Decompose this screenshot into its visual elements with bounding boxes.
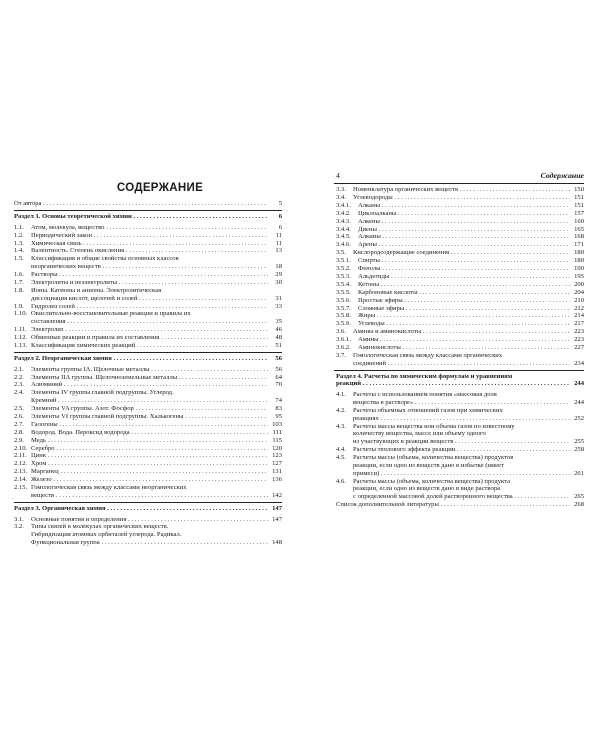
entry-title-line: Раздел 4. Расчеты по химическим формулам и уравнениям: [336, 372, 513, 380]
entry-number: 2.13.: [14, 468, 28, 476]
entry-title-line: Простые эфиры . . .: [358, 297, 570, 305]
entry-page-number: 136: [272, 476, 282, 484]
entry-page-number: 227: [574, 344, 584, 351]
entry-title-line: Гомологическая связь между классами неорганических: [31, 484, 187, 491]
toc-entry: [336, 202, 584, 210]
entry-title-line: Фенолы . . .: [358, 265, 570, 273]
entry-page-number: 115: [272, 436, 282, 444]
entry-title-line: Кетоны . . .: [358, 281, 570, 289]
entry-page-number: 180: [574, 249, 584, 257]
entry-page-number: 210: [574, 296, 584, 304]
entry-page-number: 148: [272, 538, 282, 546]
entry-number: 3.5.: [336, 249, 346, 257]
header-page-number: 4: [336, 171, 340, 180]
toc-entry: [14, 271, 282, 279]
toc-entry: [14, 460, 282, 468]
entry-page-number: 223: [574, 336, 584, 344]
toc-entry: [14, 523, 282, 546]
entry-title-line: Расчеты массы вещества или объема газов по известному: [353, 422, 515, 430]
toc-entry: [14, 421, 282, 429]
entry-number: 4.4.: [336, 446, 346, 454]
entry-page-number: 35: [275, 318, 282, 326]
toc-entry: [14, 232, 282, 240]
entry-title-line: Атом, молекула, вещество . . .: [31, 224, 268, 232]
entry-page-number: 6: [278, 212, 282, 220]
entry-page-number: 147: [272, 504, 282, 512]
entry-page-number: 56: [275, 354, 282, 362]
entry-title-line: реакциях . . .: [353, 415, 570, 423]
entry-page-number: 13: [275, 247, 282, 255]
entry-title-line: Расчеты с использованием понятия «массовая доля: [353, 391, 497, 399]
toc-entry: [14, 326, 282, 334]
header-title: Содержание: [540, 171, 584, 180]
toc-entry: [336, 210, 584, 218]
entry-page-number: 160: [574, 217, 584, 225]
entry-page-number: 214: [574, 312, 584, 320]
entry-title-line: количеству вещества, массе или объему одного: [353, 430, 486, 438]
entry-number: 2.9.: [14, 436, 24, 444]
entry-number: 1.3.: [14, 239, 24, 247]
entry-page-number: 123: [272, 452, 282, 460]
toc-section-heading: [336, 373, 584, 389]
entry-page-number: 51: [275, 341, 282, 349]
entry-title-line: Расчеты теплового эффекта реакции . . .: [353, 446, 570, 454]
entry-number: 3.5.4.: [336, 280, 351, 288]
toc-entry: [14, 240, 282, 248]
toc-section-heading: [14, 213, 282, 221]
entry-title-line: Номенклатура органических веществ . . .: [353, 186, 570, 194]
entry-number: 3.6.1.: [336, 336, 351, 344]
entry-title-line: Раздел 2. Неорганическая химия . . .: [14, 355, 268, 363]
entry-page-number: 200: [574, 280, 584, 288]
entry-page-number: 190: [574, 265, 584, 272]
entry-number: 1.9.: [14, 302, 24, 310]
entry-page-number: 74: [275, 397, 282, 405]
toc-entry: [14, 334, 282, 342]
entry-number: 1.11.: [14, 326, 27, 334]
entry-title-line: Электролиты и неэлектролиты . . .: [31, 279, 268, 287]
entry-page-number: 168: [574, 233, 584, 241]
section-rule: [14, 352, 282, 353]
section-rule: [14, 502, 282, 503]
entry-number: 3.4.3.: [336, 217, 351, 225]
entry-page-number: 171: [574, 241, 584, 249]
entry-page-number: 265: [574, 493, 584, 501]
entry-number: 2.2.: [14, 373, 24, 381]
entry-page-number: 18: [275, 263, 282, 271]
entry-title-line: Амины и аминокислоты . . .: [353, 328, 570, 336]
toc-entry: [336, 446, 584, 454]
entry-title-line: Углеводороды . . .: [353, 194, 570, 202]
entry-number: 1.6.: [14, 271, 24, 278]
entry-page-number: 127: [272, 460, 282, 468]
entry-page-number: 165: [574, 225, 584, 233]
entry-page-number: 33: [275, 302, 282, 310]
toc-entry: [14, 303, 282, 311]
toc-entry: [336, 305, 584, 313]
entry-number: 2.7.: [14, 420, 24, 428]
entry-title-line: От автора . . .: [14, 200, 268, 208]
toc-section-heading: [14, 355, 282, 363]
entry-title-line: Валентность. Степень окисления . . .: [31, 247, 268, 255]
toc-entry: [14, 247, 282, 255]
entry-title-line: Элементы группы IA. Щелочные металлы . . .: [31, 366, 268, 374]
entry-title-line: Медь . . .: [31, 437, 268, 445]
entry-page-number: 48: [275, 334, 282, 341]
entry-title-line: Расчеты объемных отношений газов при химических: [353, 406, 503, 414]
entry-page-number: 217: [574, 320, 584, 328]
entry-page-number: 70: [275, 381, 282, 389]
entry-number: 3.5.7.: [336, 304, 351, 312]
entry-number: 2.1.: [14, 365, 24, 373]
entry-page-number: 244: [574, 380, 584, 388]
entry-page-number: 212: [574, 304, 584, 312]
toc-entry: [336, 233, 584, 241]
entry-title-line: Гидролиз солей . . .: [31, 303, 268, 311]
entry-page-number: 252: [574, 414, 584, 422]
entry-title-line: Алюминий . . .: [31, 381, 268, 389]
entry-title-line: Типы связей в молекулах органических веществ.: [31, 523, 169, 531]
entry-number: 3.3.: [336, 186, 346, 193]
entry-number: 3.2.: [14, 523, 24, 531]
toc-entry: [14, 381, 282, 389]
entry-page-number: 31: [275, 294, 282, 302]
entry-title-line: вещества в растворе» . . .: [353, 399, 570, 407]
entry-number: 3.6.2.: [336, 344, 351, 351]
entry-title-line: Расчеты массы (объема, количества вещества) продукта: [353, 477, 511, 485]
toc-entry: [336, 218, 584, 226]
toc-entry: [14, 224, 282, 232]
entry-title-line: реакций . . .: [336, 380, 570, 388]
entry-title-line: Химическая связь . . .: [31, 240, 268, 248]
entry-number: 2.11.: [14, 452, 27, 460]
entry-title-line: диссоциация кислот, щелочей и солей . . .: [31, 295, 268, 303]
toc-title: СОДЕРЖАНИЕ: [116, 182, 204, 194]
entry-title-line: Периодический закон . . .: [31, 232, 268, 240]
entry-title-line: с определенной массовой долей растворенного вещества . . .: [353, 493, 570, 501]
entry-title-line: Амины . . .: [358, 336, 570, 344]
section-rule: [334, 370, 584, 371]
entry-page-number: 261: [574, 469, 584, 477]
entry-number: 1.13.: [14, 341, 28, 349]
entry-title-line: Гибридизация атомных орбиталей углерода. Радикал.: [31, 531, 182, 539]
entry-title-line: Железо . . .: [31, 476, 268, 484]
entry-page-number: 11: [275, 231, 282, 239]
entry-number: 4.5.: [336, 454, 346, 461]
entry-page-number: 11: [275, 239, 282, 247]
toc-entry: [14, 374, 282, 382]
entry-title-line: Расчеты массы (объема, количества вещества) продуктов: [353, 454, 514, 461]
entry-title-line: реакции, если одно из веществ дано в избытке (имеет: [353, 461, 504, 469]
entry-title-line: Цинк . . .: [31, 452, 268, 460]
entry-number: 3.4.: [336, 193, 346, 201]
entry-title-line: Обменные реакции и правила их составления . . .: [31, 334, 268, 342]
toc-entry: [336, 186, 584, 194]
toc-entry: [336, 320, 584, 328]
entry-number: 3.5.3.: [336, 272, 351, 280]
entry-title-line: Углеводы . . .: [358, 320, 570, 328]
entry-number: 2.15.: [14, 484, 28, 491]
entry-title-line: Серебро . . .: [31, 445, 268, 453]
toc-entry: [336, 249, 584, 257]
entry-title-line: соединений . . .: [353, 360, 570, 368]
toc-entry: [336, 281, 584, 289]
entry-title-line: Окислительно-восстановительные реакции и правила их: [31, 310, 191, 318]
entry-number: 3.4.5.: [336, 233, 351, 241]
entry-page-number: 234: [574, 359, 584, 367]
entry-title-line: Алканы . . .: [358, 202, 570, 210]
entry-page-number: 56: [275, 365, 282, 373]
entry-page-number: 46: [275, 326, 282, 334]
entry-number: 3.4.6.: [336, 241, 351, 249]
toc-entry: [336, 328, 584, 336]
entry-title-line: Алкины . . .: [358, 233, 570, 241]
toc-entry: [14, 516, 282, 524]
entry-title-line: Гомологическая связь между классами органических: [353, 351, 503, 359]
entry-title-line: Хром . . .: [31, 460, 268, 468]
entry-title-line: реакции, если одно из веществ дано в виде раствора: [353, 485, 500, 493]
entry-number: 1.5.: [14, 255, 24, 263]
entry-number: 1.1.: [14, 223, 24, 231]
entry-page-number: 150: [574, 186, 584, 193]
toc-entry: [336, 241, 584, 249]
toc-entry: [336, 312, 584, 320]
entry-page-number: 83: [275, 405, 282, 412]
entry-number: 3.5.2.: [336, 265, 351, 272]
toc-entry: [14, 366, 282, 374]
entry-page-number: 244: [574, 398, 584, 406]
entry-number: 3.6.: [336, 328, 346, 336]
entry-title-line: Циклоалканы . . .: [358, 210, 570, 218]
entry-number: 3.5.1.: [336, 257, 351, 265]
entry-page-number: 151: [574, 201, 584, 209]
entry-page-number: 111: [272, 428, 282, 436]
entry-title-line: Диены . . .: [358, 226, 570, 234]
entry-title-line: Классификация химических реакций . . .: [31, 342, 268, 350]
toc-entry: [336, 352, 584, 368]
entry-number: 4.3.: [336, 422, 346, 430]
entry-number: 3.4.4.: [336, 225, 351, 233]
entry-title-line: Элементы IV группы главной подгруппы. Углерод.: [31, 389, 174, 397]
toc-entry: [14, 452, 282, 460]
entry-title-line: Аминокислоты . . .: [358, 344, 570, 352]
entry-page-number: 6: [278, 223, 282, 231]
entry-number: 2.6.: [14, 412, 24, 420]
toc-entry: [336, 501, 584, 509]
entry-title-line: веществ . . .: [31, 492, 268, 500]
entry-page-number: 195: [574, 272, 584, 280]
entry-number: 3.4.2.: [336, 209, 351, 217]
toc-section-heading: [14, 505, 282, 513]
entry-title-line: Жиры . . .: [358, 312, 570, 320]
entry-page-number: 157: [574, 209, 584, 217]
entry-title-line: Кремний . . .: [31, 397, 268, 405]
toc-entry: [336, 265, 584, 273]
entry-number: 1.7.: [14, 278, 24, 286]
entry-title-line: Альдегиды . . .: [358, 273, 570, 281]
entry-number: 4.2.: [336, 406, 346, 414]
entry-title-line: Элементы VI группы главной подгруппы. Халькогены . . .: [31, 413, 268, 421]
entry-number: 2.10.: [14, 444, 28, 452]
toc-entry: [14, 310, 282, 326]
toc-entry: [336, 423, 584, 446]
entry-number: 4.1.: [336, 391, 346, 399]
entry-page-number: 29: [275, 271, 282, 278]
entry-number: 1.12.: [14, 334, 28, 341]
entry-title-line: Карбоновые кислоты . . .: [358, 289, 570, 297]
toc-entry: [336, 344, 584, 352]
entry-title-line: Список дополнительной литературы . . .: [336, 501, 570, 509]
toc-entry: [14, 200, 282, 208]
entry-title-line: Арены . . .: [358, 241, 570, 249]
toc-entry: [14, 445, 282, 453]
toc-entry: [336, 336, 584, 344]
entry-page-number: 223: [574, 328, 584, 336]
toc-entry: [14, 342, 282, 350]
entry-title-line: Ионы. Катионы и анионы. Электролитическая: [31, 286, 162, 294]
toc-entry: [336, 454, 584, 477]
entry-number: 4.6.: [336, 477, 346, 485]
entry-number: 3.5.9.: [336, 320, 351, 328]
entry-page-number: 95: [275, 412, 282, 420]
entry-number: 3.1.: [14, 515, 24, 523]
toc-entry: [336, 297, 584, 305]
entry-title-line: Основные понятия и определения . . .: [31, 516, 268, 524]
entry-title-line: Алкены . . .: [358, 218, 570, 226]
entry-title-line: из участвующих в реакции веществ . . .: [353, 438, 570, 446]
entry-page-number: 180: [574, 257, 584, 265]
toc-entry: [336, 391, 584, 407]
entry-page-number: 147: [272, 515, 282, 523]
entry-number: 1.8.: [14, 286, 24, 294]
entry-title-line: Кислородсодержащие соединения . . .: [353, 249, 570, 257]
entry-title-line: Марганец . . .: [31, 468, 268, 476]
entry-page-number: 103: [272, 420, 282, 428]
entry-title-line: Раздел 3. Органическая химия . . .: [14, 505, 268, 513]
entry-title-line: Функциональная группа . . .: [31, 539, 268, 547]
running-header: [334, 171, 584, 184]
entry-page-number: 142: [272, 491, 282, 499]
toc-entry: [14, 413, 282, 421]
entry-number: 3.5.6.: [336, 296, 351, 304]
entry-number: 2.5.: [14, 405, 24, 412]
entry-page-number: 151: [574, 193, 584, 201]
section-rule: [14, 210, 282, 211]
entry-page-number: 258: [574, 446, 584, 454]
toc-entry: [14, 437, 282, 445]
entry-number: 2.14.: [14, 476, 28, 484]
entry-number: 3.4.1.: [336, 201, 351, 209]
toc-entry: [336, 289, 584, 297]
entry-title-line: Раздел 1. Основы теоретической химии . . .: [14, 213, 268, 221]
entry-number: 2.4.: [14, 389, 24, 397]
entry-number: 1.2.: [14, 231, 24, 239]
entry-page-number: 120: [272, 444, 282, 452]
toc-entry: [14, 287, 282, 303]
entry-number: 3.5.5.: [336, 288, 351, 296]
entry-page-number: 255: [574, 438, 584, 446]
entry-number: 1.10.: [14, 310, 28, 318]
entry-number: 2.3.: [14, 381, 24, 389]
entry-title-line: Элементы VA группы. Азот. Фосфор . . .: [31, 405, 268, 413]
toc-entry: [14, 405, 282, 413]
entry-page-number: 131: [272, 468, 282, 476]
entry-number: 3.7.: [336, 351, 346, 359]
entry-title-line: Спирты . . .: [358, 257, 570, 265]
entry-title-line: примеси) . . .: [353, 470, 570, 478]
entry-number: 1.4.: [14, 247, 24, 255]
entry-title-line: Элементы IIA группы. Щелочноземельные металлы . . .: [31, 374, 268, 382]
entry-number: 2.8.: [14, 428, 24, 436]
entry-number: 2.12.: [14, 460, 28, 468]
toc-entry: [336, 194, 584, 202]
entry-title-line: неорганических веществ . . .: [31, 263, 268, 271]
toc-entry: [14, 429, 282, 437]
entry-number: 3.5.8.: [336, 312, 351, 320]
toc-entry: [336, 273, 584, 281]
entry-title-line: Электролиз . . .: [31, 326, 268, 334]
entry-page-number: 30: [275, 278, 282, 286]
entry-title-line: Галогены . . .: [31, 421, 268, 429]
toc-entry: [14, 279, 282, 287]
toc-entry: [336, 226, 584, 234]
toc-entry: [14, 255, 282, 271]
toc-entry: [336, 478, 584, 501]
toc-entry: [336, 257, 584, 265]
entry-title-line: составления . . .: [31, 318, 268, 326]
entry-page-number: 5: [278, 200, 282, 207]
entry-page-number: 268: [574, 501, 584, 508]
toc-entry: [14, 476, 282, 484]
entry-page-number: 64: [275, 373, 282, 381]
entry-page-number: 204: [574, 288, 584, 296]
entry-title-line: Растворы . . .: [31, 271, 268, 279]
entry-title-line: Классификация и общие свойства основных классов: [31, 255, 179, 263]
toc-entry: [14, 389, 282, 405]
toc-entry: [14, 468, 282, 476]
entry-title-line: Сложные эфиры . . .: [358, 305, 570, 313]
toc-entry: [336, 407, 584, 423]
toc-entry: [14, 484, 282, 500]
entry-title-line: Водород. Вода. Пероксид водорода . . .: [31, 429, 268, 437]
